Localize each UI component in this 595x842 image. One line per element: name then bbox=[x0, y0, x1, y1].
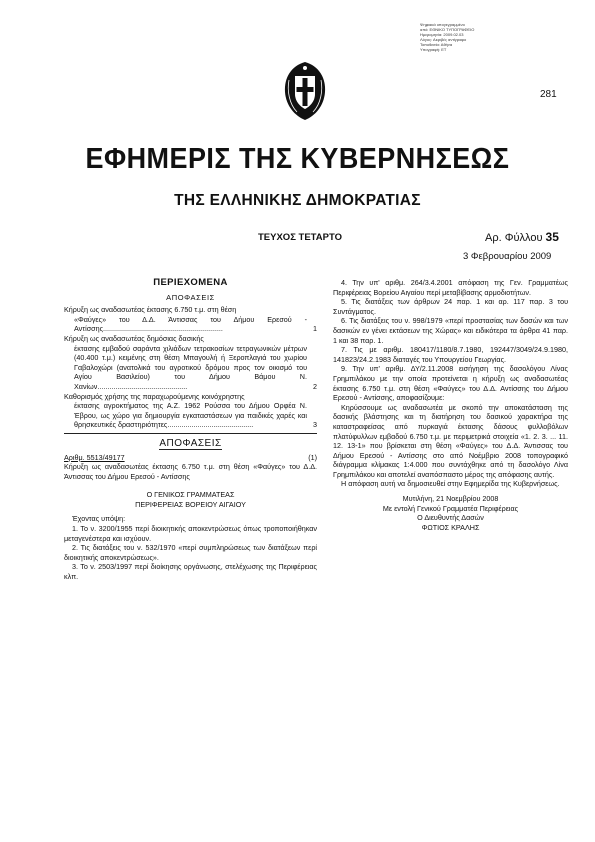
toc-item-text: «Φαύγες» του Δ.Δ. Άντισσας του Δήμου Ερεσού - Αντίσσης............................................................ bbox=[74, 314, 307, 334]
stamp-line: Τοποθεσία: Αθήνα bbox=[420, 42, 453, 47]
authority-line: ΠΕΡΙΦΕΡΕΙΑΣ ΒΟΡΕΙΟΥ ΑΙΓΑΙΟΥ bbox=[135, 499, 246, 509]
decision-paragraph: 6. Τις διατάξεις του ν. 998/1979 «περί προστασίας των δασών και των δασικών εν γένει εκτάσεων της Χώρας» και ειδικότερα τα άρθρα 41 παρ. 1 και 38 παρ. 1. bbox=[333, 316, 568, 345]
sheet-number: 35 bbox=[545, 230, 559, 244]
decisions-heading-text: ΑΠΟΦΑΣΕΙΣ bbox=[159, 437, 222, 449]
issue-label: ΤΕΥΧΟΣ ΤΕΤΑΡΤΟ bbox=[258, 232, 342, 243]
greek-coat-of-arms-icon bbox=[281, 60, 329, 122]
toc-item-first-line: Κήρυξη ως αναδασωτέας δημόσιας δασικής bbox=[64, 333, 204, 343]
toc-item-page: 1 bbox=[313, 324, 317, 334]
considering-label: Έχοντας υπόψη: bbox=[72, 514, 126, 524]
page-number: 281 bbox=[540, 89, 557, 100]
stamp-line: από: ΕΘΝΙΚΟ ΤΥΠΟΓΡΑΦΕΙΟ bbox=[420, 27, 475, 32]
decision-paragraph: 1. Το ν. 3200/1955 περί διοικητικής αποκεντρώσεως όπως τροποποιήθηκαν μεταγενέστερα και ισχύουν. bbox=[64, 524, 317, 543]
toc-item-page: 2 bbox=[313, 381, 317, 391]
signer-name: ΦΩΤΙΟΣ ΚΡΑΛΗΣ bbox=[421, 522, 480, 532]
signer-line: Με εντολή Γενικού Γραμματέα Περιφέρειας bbox=[382, 503, 519, 513]
gazette-title: ΕΦΗΜΕΡΙΣ ΤΗΣ ΚΥΒΕΡΝΗΣΕΩΣ bbox=[85, 143, 510, 175]
decision-paragraph: Η απόφαση αυτή να δημοσιευθεί στην Εφημερίδα της Κυβερνήσεως. bbox=[341, 479, 560, 489]
toc-item-page: 3 bbox=[313, 420, 317, 430]
decision-header bbox=[64, 453, 317, 463]
decision-title: Κήρυξη ως αναδασωτέας έκτασης 6.750 τ.μ. στη θέση «Φαύγες» του Δ.Δ. Άντισσας του Δήμου Ερεσού - Αντίσσης bbox=[64, 462, 317, 481]
section-divider bbox=[64, 433, 317, 434]
stamp-line: Ημερομηνία: 2009.02.03 bbox=[420, 32, 464, 37]
gazette-subtitle: ΤΗΣ ΕΛΛΗΝΙΚΗΣ ΔΗΜΟΚΡΑΤΙΑΣ bbox=[174, 192, 421, 209]
decision-paragraph: Κηρύσσουμε ως αναδασωτέα με σκοπό την αποκατάσταση της δασικής βλάστησης και τη διατήρηση του δασικού χαρακτήρα της καταστραφείσας από πυρκαγιά έκτασης δάσους φυλλοβόλων πλατύφυλλων εμβαδού 6.750 τ.μ. με περιμετρικά στοιχεία «1. 2. 3. ... 11. 12. 13-1» που βρίσκεται στη θέση «Φαύγες» του Δ.Δ. Άντισσας του Δήμου Ερεσού - Αντίσσης στο από Νοέμβριο 2008 τοπογραφικό διάγραμμα κλίμακας 1:4.000 που συντάχθηκε από τη δασολόγο Λίνα Γρημπιλάκου και αποτελεί αναπόσπαστο μέρος της απόφασης αυτής. bbox=[333, 402, 568, 479]
toc-item-first-line: Κήρυξη ως αναδασωτέας έκτασης 6.750 τ.μ. στη θέση bbox=[64, 305, 237, 315]
issue-date: 3 Φεβρουαρίου 2009 bbox=[463, 251, 552, 262]
toc-item-text: έκτασης εμβαδού σαράντα χιλιάδων τετρακοσίων τετραγωνικών μέτρων (40.400 τ.μ.) κειμένης στη θέση Μπαγουλή ή Ξεροπλαγιά του χωρίου Γαβαλοχώρι (ανατολικά του αγροτικού δρόμου προς τον οικισμό του Αγίου Βασιλείου) του Δήμου Βάμου Ν. Χανίων............................................. bbox=[74, 343, 307, 391]
stamp-line: Ψηφιακά υπογεγραμμένο bbox=[420, 22, 465, 27]
right-column bbox=[333, 278, 568, 532]
sheet-number-label bbox=[485, 230, 559, 244]
left-column bbox=[64, 278, 317, 582]
stamp-line: Λόγος: Ακριβές αντίγραφο bbox=[420, 37, 467, 42]
decision-paragraph: 3. Το ν. 2503/1997 περί διοίκησης οργάνωσης, στελέχωσης της Περιφέρειας κλπ. bbox=[64, 562, 317, 582]
toc-item[interactable] bbox=[64, 305, 317, 334]
digital-signature-stamp bbox=[420, 22, 480, 52]
contents-section-heading: ΑΠΟΦΑΣΕΙΣ bbox=[166, 292, 215, 302]
decision-paragraph: 4. Την υπ' αριθμ. 264/3.4.2001 απόφαση της Γεν. Γραμματέως Περιφέρειας Βορείου Αιγαίου περί μεταβίβασης αρμοδιοτήτων. bbox=[333, 278, 568, 297]
toc-item-first-line: Καθορισμός χρήσης της παραχωρούμενης κοινόχρηστης bbox=[64, 391, 245, 401]
decision-number: Αριθμ. 5513/49177 bbox=[64, 452, 125, 462]
decision-paragraph: 9. Την υπ' αριθμ. ΔΥ/2.11.2008 εισήγηση της δασολόγου Λίνας Γρημπιλάκου με την οποία προτείνεται η κήρυξη ως αναδασωτέας έκτασης 6.750 τ.μ. στη θέση «Φαύγες» του Δ.Δ. Αντίσσης του Δήμου Ερεσού - Αντίσσης, αποφασίζουμε: bbox=[333, 364, 568, 403]
toc-item[interactable] bbox=[64, 392, 317, 430]
stamp-line: Υπογραφή: ΕΤ bbox=[420, 47, 447, 52]
toc-item-text: έκτασης αγροκτήματος της Α.Ζ. 1962 Ρούσσα του Δήμου Ορφέα Ν. Έβρου, ως χώρο για δημιουργία εγκαταστάσεων για παιδικές χαρές και θρησκευτικές δραστηριότητες........................................... bbox=[74, 401, 307, 430]
place-date: Μυτιλήνη, 21 Νοεμβρίου 2008 bbox=[402, 494, 499, 504]
decision-paragraph: 5. Τις διατάξεις των άρθρων 24 παρ. 1 και αρ. 117 παρ. 3 του Συντάγματος. bbox=[333, 297, 568, 316]
decision-ref: (1) bbox=[308, 452, 317, 462]
decision-paragraph: 7. Τις με αριθμ. 180417/1180/8.7.1980, 192447/3049/24.9.1980, 141823/24.2.1983 διαταγές του Υπουργείου Γεωργίας. bbox=[333, 345, 568, 364]
authority-line: Ο ΓΕΝΙΚΟΣ ΓΡΑΜΜΑΤΕΑΣ bbox=[146, 490, 235, 500]
decisions-heading bbox=[64, 439, 317, 449]
contents-heading: ΠΕΡΙΕΧΟΜΕΝΑ bbox=[153, 277, 228, 288]
signer-line: Ο Διευθυντής Δασών bbox=[417, 513, 484, 523]
decision-paragraph: 2. Τις διατάξεις του ν. 532/1970 «περί συμπληρώσεως των διατάξεων περί διοικητικής αποκεντρώσεως». bbox=[64, 543, 317, 562]
toc-item[interactable] bbox=[64, 334, 317, 392]
sheet-label-text: Αρ. Φύλλου bbox=[485, 232, 543, 244]
